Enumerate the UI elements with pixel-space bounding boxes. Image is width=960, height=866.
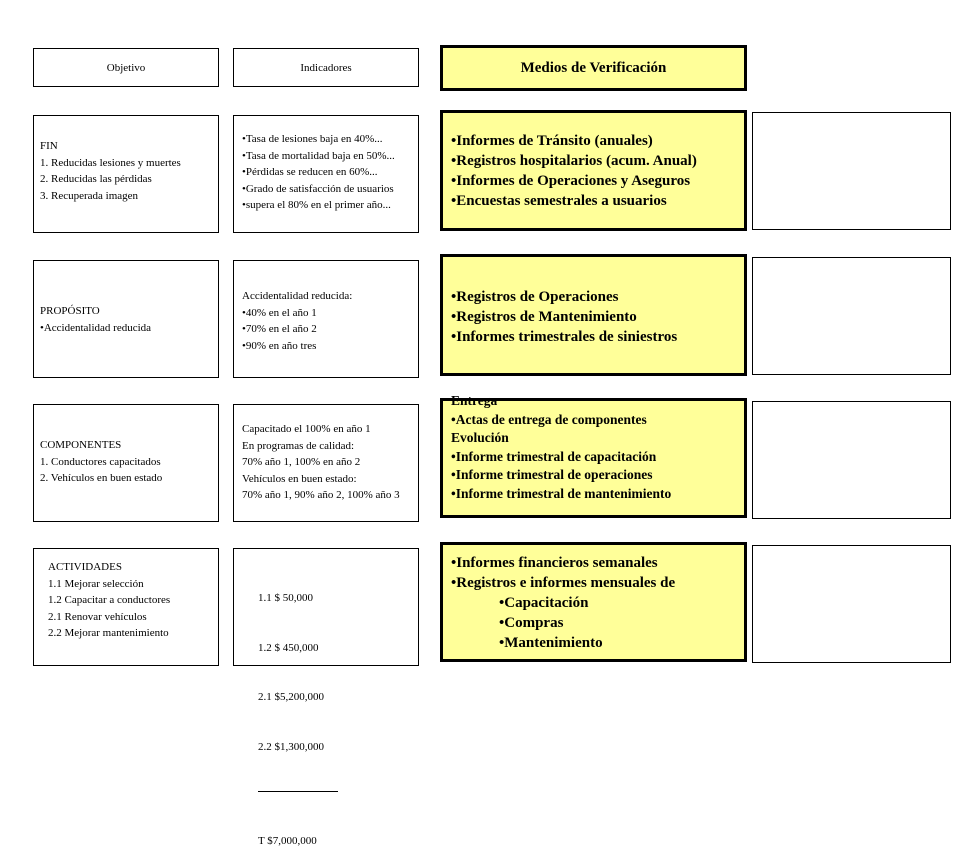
proposito-verification xyxy=(440,254,747,376)
header-objetivo-label: Objetivo xyxy=(106,61,146,74)
proposito-indicator-line: •90% en año tres xyxy=(242,339,317,352)
actividades-indicator-line: 2.1 $5,200,000 xyxy=(258,691,324,703)
componentes-verification-line: •Informe trimestral de mantenimiento xyxy=(451,485,672,501)
fin-indicator-line: •Pérdidas se reducen en 60%... xyxy=(242,166,378,178)
componentes-verification-line: •Actas de entrega de componentes xyxy=(451,411,647,427)
actividades-verification-line: •Registros e informes mensuales de xyxy=(451,575,676,591)
fin-verification xyxy=(440,110,747,231)
componentes-objective-title: COMPONENTES xyxy=(40,439,122,451)
fin-assumptions-box xyxy=(752,112,951,230)
actividades-verification xyxy=(440,542,747,662)
fin-indicators xyxy=(233,115,419,233)
actividades-objective xyxy=(33,548,219,666)
fin-indicator-line: •Grado de satisfacción de usuarios xyxy=(242,182,394,195)
actividades-indicator-line: 1.2 $ 450,000 xyxy=(258,641,319,654)
proposito-objective-line: •Accidentalidad reducida xyxy=(40,321,152,334)
actividades-indicator-total: T $7,000,000 xyxy=(258,835,317,847)
componentes-verification-heading: Entrega xyxy=(451,393,498,408)
fin-objective-line: 2. Reducidas las pérdidas xyxy=(40,173,152,185)
componentes-objective-line: 1. Conductores capacitados xyxy=(40,455,161,468)
proposito-objective xyxy=(33,260,219,378)
componentes-verification-line: •Informe trimestral de operaciones xyxy=(451,467,653,482)
header-objetivo xyxy=(33,48,219,87)
fin-objective-title: FIN xyxy=(40,140,58,152)
componentes-verification-heading: Evolución xyxy=(451,430,509,445)
proposito-indicator-line: •70% en el año 2 xyxy=(242,323,317,335)
fin-objective-line: 1. Reducidas lesiones y muertes xyxy=(40,156,181,169)
componentes-assumptions-box xyxy=(752,401,951,519)
sum-rule xyxy=(258,791,338,792)
componentes-indicators xyxy=(233,404,419,522)
componentes-objective xyxy=(33,404,219,522)
actividades-verification-subitem: •Compras xyxy=(499,615,564,631)
actividades-objective-line: 1.2 Capacitar a conductores xyxy=(48,594,171,606)
fin-indicator-line: •supera el 80% en el primer año... xyxy=(242,199,391,211)
actividades-indicators xyxy=(233,548,419,847)
proposito-verification-line: •Registros de Operaciones xyxy=(451,289,619,305)
fin-verification-line: •Encuestas semestrales a usuarios xyxy=(451,193,667,209)
actividades-objective-line: 1.1 Mejorar selección xyxy=(48,577,144,590)
proposito-indicator-line: •40% en el año 1 xyxy=(242,306,317,319)
fin-indicator-line: •Tasa de mortalidad baja en 50%... xyxy=(242,149,395,162)
fin-verification-line: •Informes de Operaciones y Aseguros xyxy=(451,173,691,189)
fin-verification-line: •Informes de Tránsito (anuales) xyxy=(451,133,653,149)
actividades-objective-line: 2.2 Mejorar mantenimiento xyxy=(48,627,169,639)
fin-objective xyxy=(33,115,219,233)
componentes-indicator-line: 70% año 1, 90% año 2, 100% año 3 xyxy=(242,489,400,501)
fin-verification-line: •Registros hospitalarios (acum. Anual) xyxy=(451,153,697,169)
actividades-assumptions-box xyxy=(752,545,951,663)
proposito-verification-line: •Registros de Mantenimiento xyxy=(451,309,637,325)
fin-objective-line: 3. Recuperada imagen xyxy=(40,189,139,202)
componentes-indicator-line: Capacitado el 100% en año 1 xyxy=(242,423,371,435)
header-medios-label: Medios de Verificación xyxy=(520,60,667,76)
header-indicadores-label: Indicadores xyxy=(300,61,352,74)
proposito-assumptions-box xyxy=(752,257,951,375)
header-medios xyxy=(440,45,747,91)
componentes-verification-line: •Informe trimestral de capacitación xyxy=(451,448,657,464)
actividades-objective-title: ACTIVIDADES xyxy=(48,561,122,573)
componentes-indicator-line: 70% año 1, 100% en año 2 xyxy=(242,456,361,468)
componentes-verification xyxy=(440,393,747,518)
actividades-verification-subitem: •Mantenimiento xyxy=(499,635,603,651)
proposito-indicators xyxy=(233,260,419,378)
proposito-objective-title: PROPÓSITO xyxy=(40,305,100,317)
actividades-indicator-line: 1.1 $ 50,000 xyxy=(258,592,313,604)
componentes-indicator-line: En programas de calidad: xyxy=(242,439,355,452)
actividades-verification-line: •Informes financieros semanales xyxy=(451,555,658,571)
proposito-verification-line: •Informes trimestrales de siniestros xyxy=(451,329,678,345)
componentes-indicator-line: Vehículos en buen estado: xyxy=(242,472,357,485)
actividades-verification-subitem: •Capacitación xyxy=(499,595,589,611)
fin-indicator-line: •Tasa de lesiones baja en 40%... xyxy=(242,133,383,145)
actividades-objective-line: 2.1 Renovar vehículos xyxy=(48,610,147,623)
proposito-indicator-line: Accidentalidad reducida: xyxy=(242,290,353,302)
componentes-objective-line: 2. Vehículos en buen estado xyxy=(40,472,163,484)
header-indicadores xyxy=(233,48,419,87)
actividades-indicator-line: 2.2 $1,300,000 xyxy=(258,740,324,753)
